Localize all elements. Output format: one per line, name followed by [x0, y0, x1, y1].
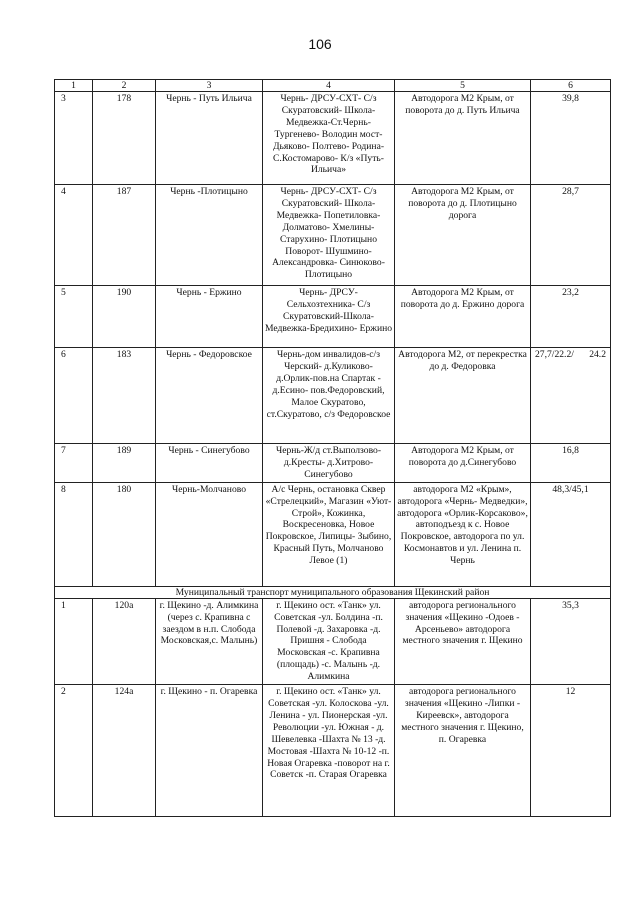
- route-road: Автодорога М2 Крым, от поворота до д. Ержино дорога: [395, 286, 531, 348]
- route-road: автодорога регионального значения «Щекино -Одоев - Арсеньево» автодорога местного значения г. Щекино: [395, 598, 531, 684]
- table-row: [55, 482, 611, 586]
- table-row: [55, 685, 611, 817]
- route-stops: А/с Чернь, остановка Сквер «Стрелецкий», Магазин «Уют-Строй», Кожинка, Воскресеновка, Новое Покровское, Липицы- Зыбино, Красный Путь, Молчаново Левое (1): [263, 482, 395, 586]
- route-name: Чернь - Синегубово: [156, 444, 263, 483]
- header-cell: 3: [156, 80, 263, 92]
- row-number: 6: [55, 348, 93, 444]
- route-name: Чернь-Молчаново: [156, 482, 263, 586]
- route-number: 120а: [93, 598, 156, 684]
- route-number: 180: [93, 482, 156, 586]
- route-stops: Чернь-дом инвалидов-с/з Черский- д.Куликово- д.Орлик-пов.на Спартак - д.Есино- пов.Федоровский, Малое Скуратово, ст.Скуратово, с/з Федоровское: [263, 348, 395, 444]
- header-cell: 6: [531, 80, 611, 92]
- route-name: г. Щекино -д. Алимкина (через с. Крапивна с заездом в н.п. Слобода Московская,с. Малынь): [156, 598, 263, 684]
- route-length: 28,7: [531, 185, 611, 286]
- route-length: 35,3: [531, 598, 611, 684]
- route-stops: г. Щекино ост. «Танк» ул. Советская -ул. Болдина -п. Полевой -д. Захаровка -д. Пришня - Слобода Московская -с. Крапивна (площадь) -с. Малынь -д. Алимкина: [263, 598, 395, 684]
- table-row: [55, 444, 611, 483]
- row-number: 2: [55, 685, 93, 817]
- route-road: Автодорога М2 Крым, от поворота до д. Плотицыно дорога: [395, 185, 531, 286]
- header-cell: 4: [263, 80, 395, 92]
- section-title: Муниципальный транспорт муниципального образования Щекинский район: [55, 586, 611, 598]
- route-name: Чернь - Путь Ильича: [156, 92, 263, 185]
- row-number: 4: [55, 185, 93, 286]
- route-name: Чернь - Ержино: [156, 286, 263, 348]
- row-number: 8: [55, 482, 93, 586]
- route-number: 190: [93, 286, 156, 348]
- route-name: Чернь - Федоровское: [156, 348, 263, 444]
- route-stops: Чернь- ДРСУ- Сельхозтехника- С/з Скуратовский-Школа- Медвежка-Бредихино- Ержино: [263, 286, 395, 348]
- table-row: [55, 185, 611, 286]
- row-number: 5: [55, 286, 93, 348]
- row-number: 1: [55, 598, 93, 684]
- routes-table: [54, 79, 611, 817]
- route-name: г. Щекино - п. Огаревка: [156, 685, 263, 817]
- route-number: 124а: [93, 685, 156, 817]
- route-length: 12: [531, 685, 611, 817]
- header-cell: 1: [55, 80, 93, 92]
- route-length-extra: 24.2: [589, 349, 606, 360]
- route-stops: Чернь- ДРСУ-СХТ- С/з Скуратовский- Школа- Медвежка- Попетиловка- Долматово- Хмелины- Старухино- Плотицыно Поворот- Шушмино- Александровка- Синюково- Плотицыно: [263, 185, 395, 286]
- row-number: 7: [55, 444, 93, 483]
- route-road: автодорога М2 «Крым», автодорога «Чернь- Медведки», автодорога «Орлик-Корсаково», автоподъезд к с. Новое Покровское, автодорога по ул. Космонавтов и ул. Ленина п. Чернь: [395, 482, 531, 586]
- table-row: [55, 598, 611, 684]
- route-number: 189: [93, 444, 156, 483]
- table-header-row: [55, 80, 611, 92]
- route-length: 39,8: [531, 92, 611, 185]
- header-cell: 5: [395, 80, 531, 92]
- route-road: автодорога регионального значения «Щекино -Липки - Киреевск», автодорога местного значения г. Щекино, п. Огаревка: [395, 685, 531, 817]
- row-number: 3: [55, 92, 93, 185]
- table-row: [55, 348, 611, 444]
- route-length: 27,7/22.2/: [535, 349, 574, 360]
- route-length: 23,2: [531, 286, 611, 348]
- route-length: 16,8: [531, 444, 611, 483]
- header-cell: 2: [93, 80, 156, 92]
- route-road: Автодорога М2, от перекрестка до д. Федоровка: [395, 348, 531, 444]
- route-stops: г. Щекино ост. «Танк» ул. Советская -ул. Колоскова -ул. Ленина - ул. Пионерская -ул. Революции -ул. Южная - д. Шевелевка -Шахта № 13 -д. Мостовая -Шахта № 10-12 -п. Новая Огаревка -поворот на г. Советск -п. Старая Огаревка: [263, 685, 395, 817]
- route-length-cell: [531, 348, 611, 444]
- route-road: Автодорога М2 Крым, от поворота до д. Путь Ильича: [395, 92, 531, 185]
- section-header-row: [55, 586, 611, 598]
- route-road: Автодорога М2 Крым, от поворота до д.Синегубово: [395, 444, 531, 483]
- page-number: 106: [308, 36, 332, 52]
- table-row: [55, 286, 611, 348]
- route-stops: Чернь-Ж/д ст.Выползово- д.Кресты- д.Хитрово- Синегубово: [263, 444, 395, 483]
- table-row: [55, 92, 611, 185]
- route-length: 48,3/45,1: [531, 482, 611, 586]
- route-number: 187: [93, 185, 156, 286]
- route-number: 178: [93, 92, 156, 185]
- route-name: Чернь -Плотицыно: [156, 185, 263, 286]
- route-number: 183: [93, 348, 156, 444]
- route-stops: Чернь- ДРСУ-СХТ- С/з Скуратовский- Школа- Медвежка-Ст.Чернь- Тургенево- Володин мост- Дьяково- Полтево- Родина- С.Костомарово- К/з «Путь-Ильича»: [263, 92, 395, 185]
